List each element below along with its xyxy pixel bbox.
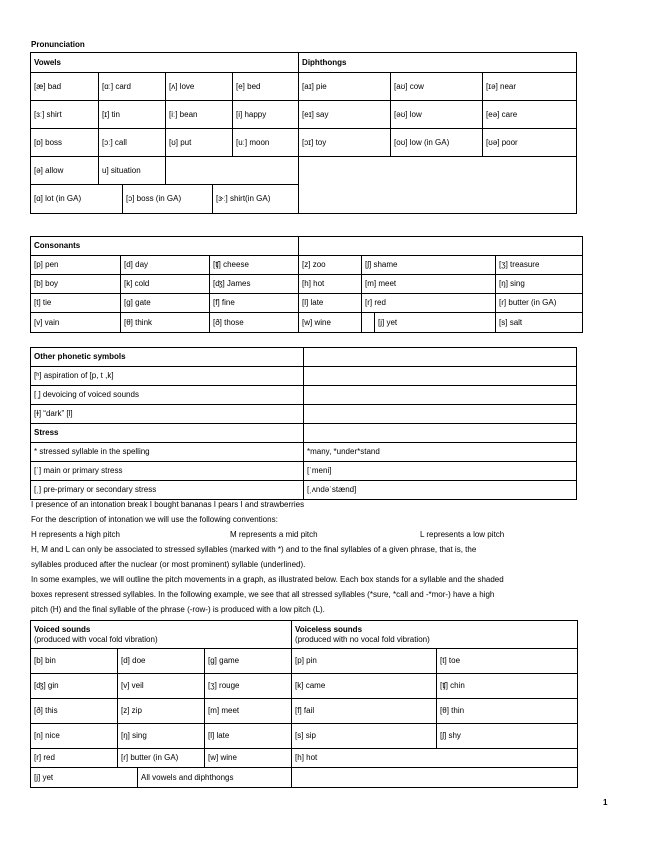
voiced-cell: [d] doe <box>118 649 205 674</box>
voiced-cell: [ʒ] rouge <box>205 674 292 699</box>
voiceless-subheader: (produced with no vocal fold vibration) <box>295 634 430 644</box>
voiced-cell: [g] game <box>205 649 292 674</box>
other-cell: [ ̥] devoicing of voiced sounds <box>31 386 304 405</box>
other-cell: [ˈ] main or primary stress <box>31 462 304 481</box>
voiced-cell: [w] wine <box>205 749 292 768</box>
consonant-cell: [f] fine <box>210 294 299 313</box>
voiceless-cell: [t] toe <box>437 649 578 674</box>
other-symbols-header: Other phonetic symbols <box>31 348 304 367</box>
consonant-spacer <box>362 313 375 332</box>
voiceless-cell: [k] came <box>292 674 437 699</box>
vowel-cell: [ɒ] boss <box>31 129 99 157</box>
voiced-cell: [l] late <box>205 724 292 749</box>
vowels-diphthongs-note: All vowels and diphthongs <box>141 773 234 782</box>
diphthong-cell: [aʊ] cow <box>391 73 483 101</box>
consonant-cell: [ð] those <box>210 313 299 333</box>
voicing-last-row-cell <box>31 768 292 788</box>
voiced-cell: [z] zip <box>118 699 205 724</box>
voiced-cell: [ŋ] sing <box>118 724 205 749</box>
voiceless-cell: [ʧ] chin <box>437 674 578 699</box>
consonants-header: Consonants <box>31 237 299 256</box>
voiced-header-cell <box>31 621 292 649</box>
voiced-cell: [ð] this <box>31 699 118 724</box>
vowel-cell: [uː] moon <box>233 129 299 157</box>
other-cell <box>304 367 577 386</box>
voiced-cell: [m] meet <box>205 699 292 724</box>
other-cell: [ˌʌndəˈstænd] <box>304 481 577 500</box>
vowel-cell: [ʊ] put <box>166 129 233 157</box>
body-text-line: In some examples, we will outline the pitch movements in a graph, as illustrated below. Each box stands for a syllable and the shaded <box>31 575 504 584</box>
consonant-cell: [m] meet <box>362 275 496 294</box>
vowel-cell: [ɑ] lot (in GA) <box>31 185 123 213</box>
vowel-cell: [ɝː] shirt(in GA) <box>216 194 271 203</box>
vowel-cell: [ɔ] boss (in GA) <box>123 185 213 213</box>
consonant-cell: [θ] think <box>121 313 210 333</box>
voiceless-header-cell <box>292 621 578 649</box>
stress-header: Stress <box>31 424 304 443</box>
consonant-cell: [ŋ] sing <box>496 275 583 294</box>
body-text-line: syllables produced after the nuclear (or most prominent) syllable (underlined). <box>31 560 306 569</box>
diphthong-cell: [eə] care <box>483 101 577 129</box>
voiced-cell: [n] nice <box>31 724 118 749</box>
other-cell: [ɫ] “dark” [l] <box>31 405 304 424</box>
consonant-cell: [p] pen <box>31 256 121 275</box>
consonant-split-cell <box>362 313 496 333</box>
consonant-cell: [ʤ] James <box>210 275 299 294</box>
consonant-cell: [r] red <box>362 294 496 313</box>
vowel-cell <box>166 157 299 185</box>
vowel-cell: [ʌ] love <box>166 73 233 101</box>
other-cell: * stressed syllable in the spelling <box>31 443 304 462</box>
voiceless-cell: [θ] thin <box>437 699 578 724</box>
voiced-cell: [ʤ] gin <box>31 674 118 699</box>
page-number: 1 <box>603 798 608 807</box>
diphthong-cell: [ɪə] near <box>483 73 577 101</box>
vowels-table <box>30 52 577 214</box>
other-cell: [ˈmeni] <box>304 462 577 481</box>
page-title: Pronunciation <box>31 40 85 49</box>
voiced-cell: [j] yet <box>31 768 138 787</box>
other-symbols-table <box>30 347 577 500</box>
voiceless-cell: [p] pin <box>292 649 437 674</box>
vowel-cell: [ɑː] card <box>99 73 166 101</box>
voiceless-cell: [ʃ] shy <box>437 724 578 749</box>
other-cell <box>304 348 577 367</box>
vowel-cell: [i] happy <box>233 101 299 129</box>
consonant-cell: [ʃ] shame <box>362 256 496 275</box>
conventions-intro: For the description of intonation we will use the following conventions: <box>31 515 278 524</box>
diphthong-cell: [ʊə] poor <box>483 129 577 157</box>
consonant-cell: [s] salt <box>496 313 583 333</box>
consonant-cell: [z] zoo <box>299 256 362 275</box>
voiceless-cell: [h] hot <box>292 749 578 768</box>
vowel-cell: [ə] allow <box>31 157 99 185</box>
diphthong-cell: [eɪ] say <box>299 101 391 129</box>
consonant-cell: [ʒ] treasure <box>496 256 583 275</box>
voiced-subheader: (produced with vocal fold vibration) <box>34 634 158 644</box>
consonant-cell: [h] hot <box>299 275 362 294</box>
body-text-line: H, M and L can only be associated to stressed syllables (marked with *) and to the final syllables of a given phrase, that is, the <box>31 545 477 554</box>
other-cell <box>304 424 577 443</box>
vowel-cell: [æ] bad <box>31 73 99 101</box>
voicing-table <box>30 620 578 788</box>
consonant-cell: [ɾ] butter (in GA) <box>496 294 583 313</box>
other-cell: *many, *under*stand <box>304 443 577 462</box>
consonant-cell: [d] day <box>121 256 210 275</box>
body-text-line: pitch (H) and the final syllable of the phrase (-row-) is produced with a low pitch (L). <box>31 605 325 614</box>
voiceless-cell: [f] fail <box>292 699 437 724</box>
other-cell <box>304 405 577 424</box>
consonant-cell: [j] yet <box>378 318 398 327</box>
voiced-cell: [v] veil <box>118 674 205 699</box>
diphthong-cell: [oʊ] low (in GA) <box>391 129 483 157</box>
voiceless-header: Voiceless sounds <box>295 624 363 634</box>
voiced-cell: [r] red <box>31 749 118 768</box>
other-cell <box>304 386 577 405</box>
consonant-cell: [l] late <box>299 294 362 313</box>
voiceless-cell: [s] sip <box>292 724 437 749</box>
consonant-cell: [b] boy <box>31 275 121 294</box>
other-cell: [ˌ] pre-primary or secondary stress <box>31 481 304 500</box>
vowel-cell: [ɪ] tin <box>99 101 166 129</box>
other-cell: [ʰ] aspiration of [p, t ,k] <box>31 367 304 386</box>
voiceless-empty-cell <box>292 768 578 788</box>
intonation-break-line: I presence of an intonation break I bought bananas I pears I and strawberries <box>31 500 305 509</box>
diphthong-empty-cell <box>299 157 577 214</box>
diphthong-cell: [əʊ] low <box>391 101 483 129</box>
voiced-cell: [b] bin <box>31 649 118 674</box>
vowel-cell: u] situation <box>99 157 166 185</box>
consonant-cell: [g] gate <box>121 294 210 313</box>
vowel-cell: [ɜː] shirt <box>31 101 99 129</box>
vowel-cell: [e] bed <box>233 73 299 101</box>
vowel-ga-cell <box>31 185 299 214</box>
consonant-cell: [t] tie <box>31 294 121 313</box>
pitch-mid: M represents a mid pitch <box>230 530 318 539</box>
consonants-header-empty <box>299 237 583 256</box>
consonant-cell: [v] vain <box>31 313 121 333</box>
diphthong-cell: [ɔɪ] toy <box>299 129 391 157</box>
voiced-header: Voiced sounds <box>34 624 91 634</box>
body-text-line: boxes represent stressed syllables. In the following example, we see that all stressed syllables (*sure, *call and -*mor-) have a high <box>31 590 495 599</box>
consonants-table <box>30 236 583 333</box>
vowels-header: Vowels <box>31 53 299 73</box>
diphthongs-header: Diphthongs <box>299 53 577 73</box>
vowel-cell: [ɔː] call <box>99 129 166 157</box>
consonant-cell: [w] wine <box>299 313 362 333</box>
pitch-low: L represents a low pitch <box>420 530 505 539</box>
voiced-cell: [ɾ] butter (in GA) <box>118 749 205 768</box>
consonant-cell: [k] cold <box>121 275 210 294</box>
vowel-cell: [iː] bean <box>166 101 233 129</box>
pitch-high: H represents a high pitch <box>31 530 120 539</box>
diphthong-cell: [aɪ] pie <box>299 73 391 101</box>
consonant-cell: [ʧ] cheese <box>210 256 299 275</box>
